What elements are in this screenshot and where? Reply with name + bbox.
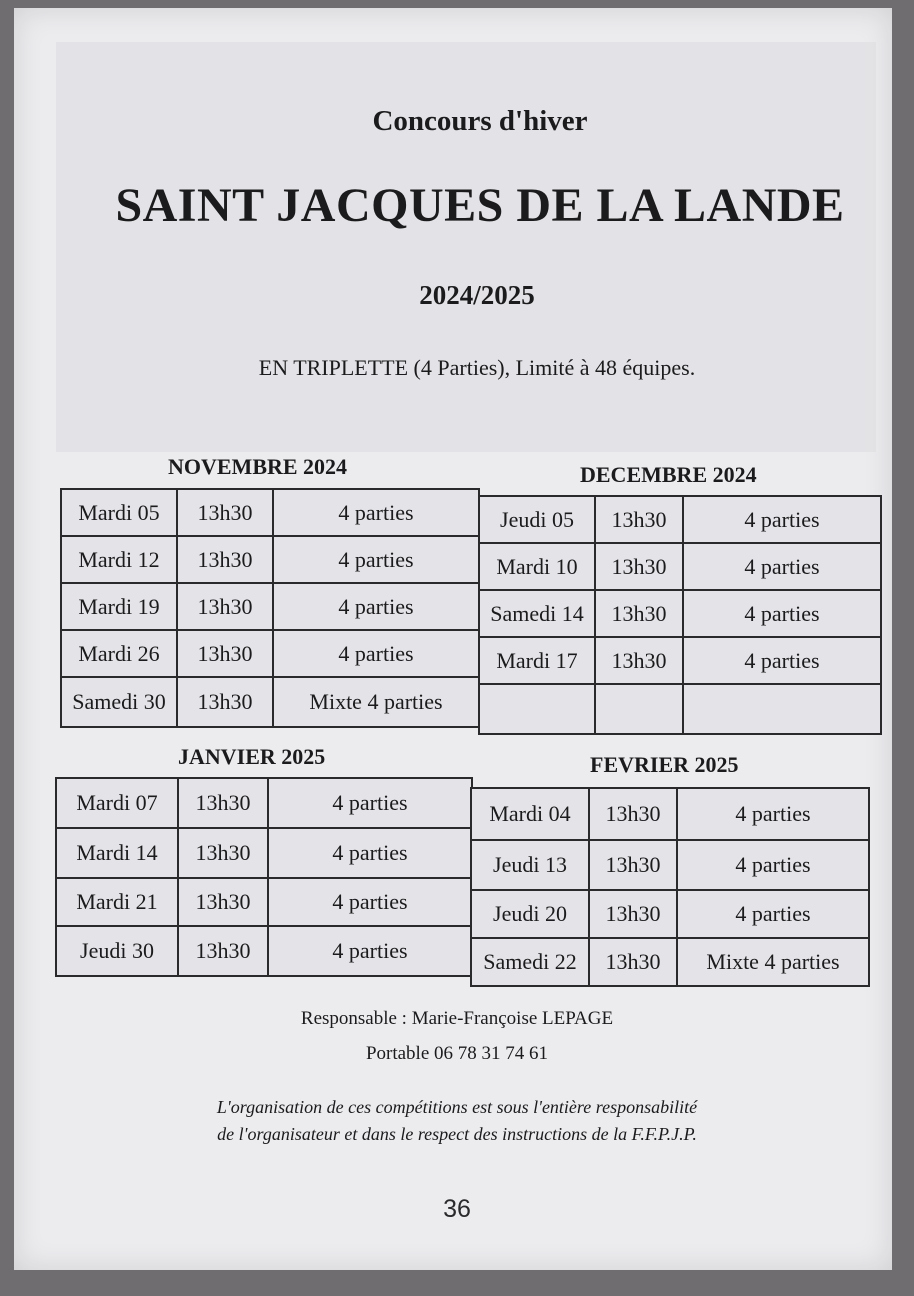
games-cell: 4 parties (273, 536, 479, 583)
time-cell (595, 684, 683, 734)
table-row (479, 543, 881, 590)
table-row (479, 590, 881, 637)
games-cell: Mixte 4 parties (273, 677, 479, 727)
time-cell: 13h30 (177, 536, 273, 583)
games-cell: 4 parties (677, 890, 869, 938)
time-cell: 13h30 (595, 496, 683, 543)
day-cell: Samedi 30 (61, 677, 177, 727)
games-cell: Mixte 4 parties (677, 938, 869, 986)
time-cell: 13h30 (595, 543, 683, 590)
day-cell: Jeudi 20 (471, 890, 589, 938)
games-cell: 4 parties (683, 590, 881, 637)
responsable-line: Responsable : Marie-Françoise LEPAGE (300, 1008, 614, 1029)
day-cell: Mardi 17 (479, 637, 595, 684)
table-row (479, 684, 881, 734)
table-row (479, 637, 881, 684)
games-cell (683, 684, 881, 734)
day-cell: Mardi 05 (61, 489, 177, 536)
disclaimer-line-1: L'organisation de ces compétitions est sous l'entière responsabilité (216, 1097, 698, 1117)
page-number: 36 (443, 1195, 471, 1223)
schedule-table-decembre (478, 495, 882, 735)
table-row (61, 583, 479, 630)
table-row (471, 890, 869, 938)
page-subtitle: Concours d'hiver (372, 105, 588, 137)
day-cell (479, 684, 595, 734)
games-cell: 4 parties (268, 828, 472, 878)
games-cell: 4 parties (677, 788, 869, 840)
time-cell: 13h30 (178, 878, 268, 926)
table-row (61, 677, 479, 727)
format-description: EN TRIPLETTE (4 Parties), Limité à 48 équipes. (258, 355, 696, 380)
time-cell: 13h30 (589, 938, 677, 986)
day-cell: Mardi 12 (61, 536, 177, 583)
day-cell: Jeudi 13 (471, 840, 589, 890)
games-cell: 4 parties (268, 878, 472, 926)
time-cell: 13h30 (589, 890, 677, 938)
phone-line: Portable 06 78 31 74 61 (365, 1043, 549, 1064)
games-cell: 4 parties (273, 630, 479, 677)
day-cell: Samedi 14 (479, 590, 595, 637)
schedule-table-novembre (60, 488, 480, 728)
table-row (56, 828, 472, 878)
time-cell: 13h30 (178, 926, 268, 976)
time-cell: 13h30 (178, 828, 268, 878)
time-cell: 13h30 (177, 677, 273, 727)
games-cell: 4 parties (268, 926, 472, 976)
table-row (56, 878, 472, 926)
day-cell: Mardi 26 (61, 630, 177, 677)
games-cell: 4 parties (268, 778, 472, 828)
disclaimer-line-2: de l'organisateur et dans le respect des instructions de la F.F.P.J.P. (217, 1124, 697, 1144)
day-cell: Mardi 19 (61, 583, 177, 630)
games-cell: 4 parties (683, 543, 881, 590)
month-heading-fevrier: FEVRIER 2025 (590, 752, 739, 777)
day-cell: Mardi 07 (56, 778, 178, 828)
table-row (56, 926, 472, 976)
bleed-through-background (56, 42, 876, 452)
games-cell: 4 parties (683, 496, 881, 543)
day-cell: Samedi 22 (471, 938, 589, 986)
table-row (56, 778, 472, 828)
time-cell: 13h30 (589, 840, 677, 890)
month-heading-decembre: DECEMBRE 2024 (580, 462, 757, 487)
table-row (61, 630, 479, 677)
day-cell: Jeudi 30 (56, 926, 178, 976)
season-label: 2024/2025 (419, 280, 535, 310)
day-cell: Jeudi 05 (479, 496, 595, 543)
month-heading-janvier: JANVIER 2025 (178, 744, 326, 769)
time-cell: 13h30 (595, 590, 683, 637)
games-cell: 4 parties (683, 637, 881, 684)
games-cell: 4 parties (677, 840, 869, 890)
table-row (471, 840, 869, 890)
table-row (61, 489, 479, 536)
day-cell: Mardi 14 (56, 828, 178, 878)
table-row (471, 938, 869, 986)
time-cell: 13h30 (589, 788, 677, 840)
games-cell: 4 parties (273, 583, 479, 630)
page-title: SAINT JACQUES DE LA LANDE (115, 179, 845, 232)
day-cell: Mardi 04 (471, 788, 589, 840)
day-cell: Mardi 10 (479, 543, 595, 590)
month-heading-novembre: NOVEMBRE 2024 (168, 454, 348, 479)
time-cell: 13h30 (177, 583, 273, 630)
time-cell: 13h30 (177, 630, 273, 677)
schedule-table-fevrier (470, 787, 870, 987)
day-cell: Mardi 21 (56, 878, 178, 926)
time-cell: 13h30 (177, 489, 273, 536)
table-row (61, 536, 479, 583)
table-row (479, 496, 881, 543)
table-row (471, 788, 869, 840)
time-cell: 13h30 (178, 778, 268, 828)
time-cell: 13h30 (595, 637, 683, 684)
games-cell: 4 parties (273, 489, 479, 536)
schedule-table-janvier (55, 777, 473, 977)
